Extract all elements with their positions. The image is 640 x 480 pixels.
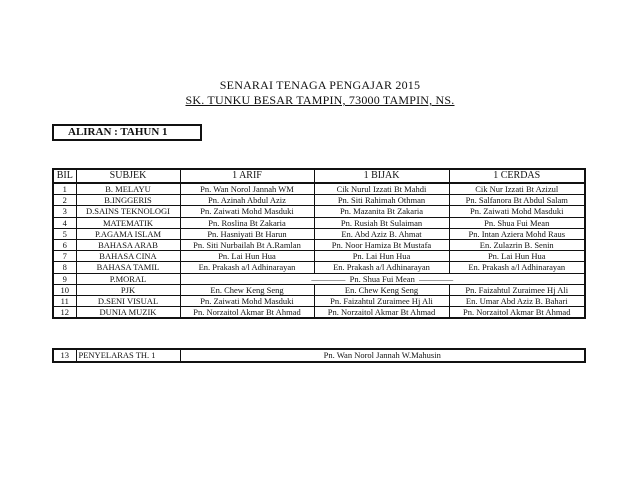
document-title: SENARAI TENAGA PENGAJAR 2015: [219, 78, 421, 92]
row-bil: 11: [53, 296, 76, 307]
row-subject: MATEMATIK: [76, 217, 180, 228]
row-teacher-bijak: Pn. Mazanita Bt Zakaria: [314, 206, 449, 217]
row-teacher-bijak: En. Chew Keng Seng: [314, 284, 449, 295]
row-teacher-arif: Pn. Hasniyati Bt Harun: [180, 228, 314, 239]
row-bil: 12: [53, 307, 76, 319]
row-teacher-cerdas: Pn. Shua Fui Mean: [449, 217, 585, 228]
row-bil: 7: [53, 251, 76, 262]
row-subject: BAHASA TAMIL: [76, 262, 180, 273]
row-teacher-bijak: En. Abd Aziz B. Ahmat: [314, 228, 449, 239]
row-teacher-arif: Pn. Norzaitol Akmar Bt Ahmad: [180, 307, 314, 319]
moral-teacher: Pn. Shua Fui Mean: [349, 273, 415, 284]
row-teacher-cerdas: En. Zulazrin B. Senin: [449, 240, 585, 251]
row-teacher-all: ———— Pn. Shua Fui Mean ————: [180, 273, 585, 284]
row-subject: B. MELAYU: [76, 183, 180, 195]
row-subject: BAHASA ARAB: [76, 240, 180, 251]
table-row-moral: [53, 273, 585, 284]
table-row: [53, 240, 585, 251]
teacher-table: [52, 168, 586, 319]
row-bil: 3: [53, 206, 76, 217]
table-row: [53, 262, 585, 273]
row-teacher-cerdas: Pn. Faizahtul Zuraimee Hj Ali: [449, 284, 585, 295]
row-teacher-arif: Pn. Zaiwati Mohd Masduki: [180, 206, 314, 217]
row-subject: B.INGGERIS: [76, 195, 180, 206]
row-subject: BAHASA CINA: [76, 251, 180, 262]
row-teacher-bijak: Pn. Faizahtul Zuraimee Hj Ali: [314, 296, 449, 307]
row-bil: 8: [53, 262, 76, 273]
row-teacher-arif: En. Prakash a/l Adhinarayan: [180, 262, 314, 273]
coordinator-name: Pn. Wan Norol Jannah W.Mahusin: [180, 349, 585, 362]
header-bil: BIL: [53, 169, 76, 183]
row-teacher-cerdas: Pn. Salfanora Bt Abdul Salam: [449, 195, 585, 206]
row-subject: P.AGAMA ISLAM: [76, 228, 180, 239]
table-row: [53, 307, 585, 319]
row-bil: 6: [53, 240, 76, 251]
row-bil: 1: [53, 183, 76, 195]
row-teacher-bijak: Pn. Rusiah Bt Sulaiman: [314, 217, 449, 228]
row-bil: 5: [53, 228, 76, 239]
table-row: [53, 296, 585, 307]
table-row: [53, 183, 585, 195]
row-subject: PJK: [76, 284, 180, 295]
table-row: [53, 217, 585, 228]
table-row: [53, 284, 585, 295]
header-cerdas: 1 CERDAS: [449, 169, 585, 183]
row-bil: 2: [53, 195, 76, 206]
row-subject: D.SENI VISUAL: [76, 296, 180, 307]
row-bil: 4: [53, 217, 76, 228]
table-row: [53, 206, 585, 217]
row-teacher-cerdas: Cik Nur Izzati Bt Azizul: [449, 183, 585, 195]
row-bil: 9: [53, 273, 76, 284]
row-teacher-bijak: En. Prakash a/l Adhinarayan: [314, 262, 449, 273]
coordinator-table: [52, 348, 586, 363]
row-teacher-cerdas: En. Prakash a/l Adhinarayan: [449, 262, 585, 273]
row-teacher-bijak: Pn. Noor Hamiza Bt Mustafa: [314, 240, 449, 251]
row-teacher-bijak: Cik Nurul Izzati Bt Mahdi: [314, 183, 449, 195]
school-name: SK. TUNKU BESAR TAMPIN, 73000 TAMPIN, NS.: [185, 93, 455, 107]
row-subject: D.SAINS TEKNOLOGI: [76, 206, 180, 217]
header-bijak: 1 BIJAK: [314, 169, 449, 183]
table-row: [53, 195, 585, 206]
row-teacher-arif: Pn. Siti Nurbailah Bt A.Ramlan: [180, 240, 314, 251]
row-teacher-cerdas: Pn. Zaiwati Mohd Masduki: [449, 206, 585, 217]
row-teacher-arif: Pn. Wan Norol Jannah WM: [180, 183, 314, 195]
row-teacher-cerdas: Pn. Norzaitol Akmar Bt Ahmad: [449, 307, 585, 319]
row-teacher-arif: Pn. Roslina Bt Zakaria: [180, 217, 314, 228]
row-teacher-bijak: Pn. Norzaitol Akmar Bt Ahmad: [314, 307, 449, 319]
coordinator-bil: 13: [53, 349, 76, 362]
header-subjek: SUBJEK: [76, 169, 180, 183]
row-teacher-cerdas: En. Umar Abd Aziz B. Bahari: [449, 296, 585, 307]
row-bil: 10: [53, 284, 76, 295]
row-teacher-bijak: Pn. Lai Hun Hua: [314, 251, 449, 262]
row-teacher-bijak: Pn. Siti Rahimah Othman: [314, 195, 449, 206]
coordinator-label: PENYELARAS TH. 1: [76, 349, 180, 362]
table-row: [53, 251, 585, 262]
row-teacher-arif: Pn. Azinah Abdul Aziz: [180, 195, 314, 206]
row-teacher-arif: En. Chew Keng Seng: [180, 284, 314, 295]
table-header-row: [53, 169, 585, 183]
row-teacher-cerdas: Pn. Intan Aziera Mohd Raus: [449, 228, 585, 239]
row-teacher-arif: Pn. Zaiwati Mohd Masduki: [180, 296, 314, 307]
row-teacher-cerdas: Pn. Lai Hun Hua: [449, 251, 585, 262]
coordinator-row: [53, 349, 585, 362]
header-arif: 1 ARIF: [180, 169, 314, 183]
row-teacher-arif: Pn. Lai Hun Hua: [180, 251, 314, 262]
aliran-label: ALIRAN : TAHUN 1: [52, 124, 202, 141]
row-subject: DUNIA MUZIK: [76, 307, 180, 319]
row-subject: P.MORAL: [76, 273, 180, 284]
table-row: [53, 228, 585, 239]
